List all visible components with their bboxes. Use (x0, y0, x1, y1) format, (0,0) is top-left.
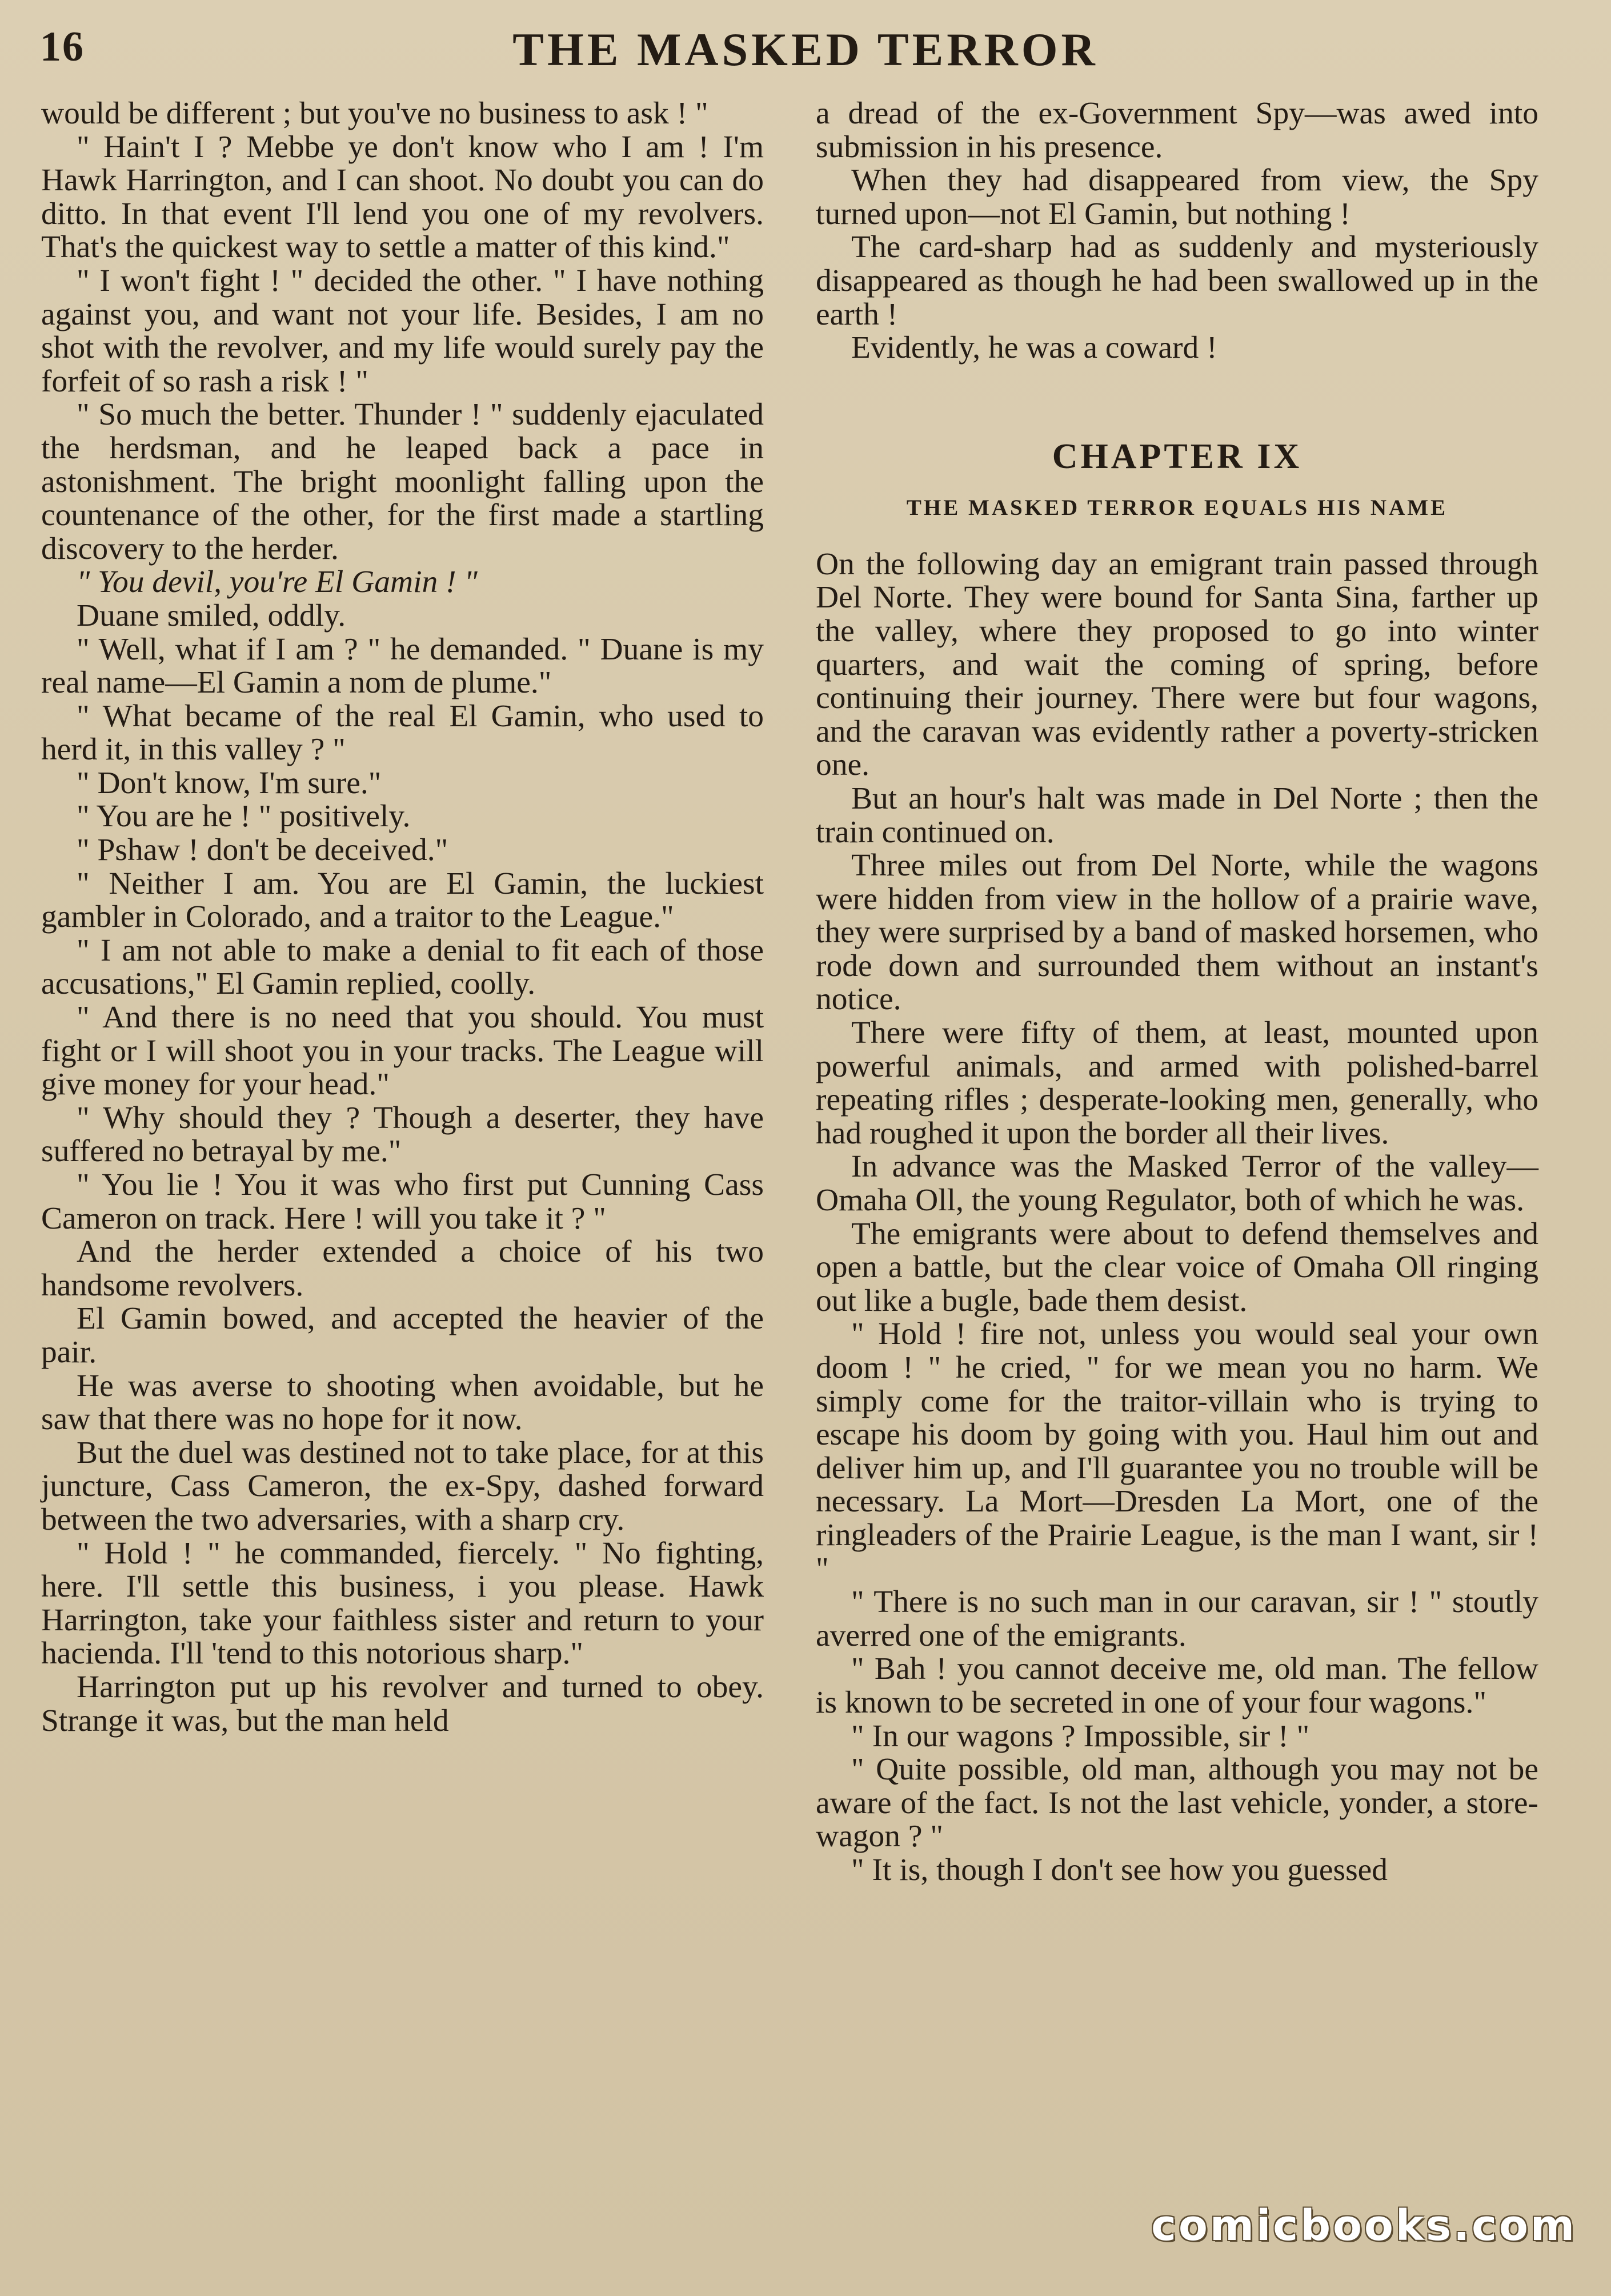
paragraph: " It is, though I don't see how you guessed (851, 1852, 1388, 1887)
chapter-subtitle: THE MASKED TERROR EQUALS HIS NAME (906, 495, 1448, 520)
paragraph: would be different ; but you've no business to ask ! " (41, 96, 708, 131)
paragraph: He was averse to shooting when avoidable, but he saw that there was no hope for it now. (41, 1368, 764, 1437)
right-text-column (816, 97, 1538, 1887)
paragraph: There were fifty of them, at least, mounted upon powerful animals, and armed with polished-barrel repeating rifles ; desperate-looking men, generally, who had roughed it upon the border all their lives. (816, 1015, 1538, 1151)
paragraph: Harrington put up his revolver and turned to obey. Strange it was, but the man held (41, 1669, 764, 1738)
paragraph: Evidently, he was a coward ! (851, 330, 1217, 366)
paragraph: " You lie ! You it was who first put Cunning Cass Cameron on track. Here ! will you take it ? " (41, 1167, 764, 1236)
paragraph: a dread of the ex-Government Spy—was awed into submission in his presence. (816, 96, 1538, 165)
paragraph: " Pshaw ! don't be deceived." (77, 833, 448, 868)
paragraph: On the following day an emigrant train passed through Del Norte. They were bound for Santa Sina, farther up the valley, where they proposed to go into winter quarters, and wait the coming of spring, before continuing their journey. There were but four wagons, and the caravan was evidently rather a poverty-stricken one. (816, 546, 1538, 783)
page-number: 16 (40, 23, 85, 70)
left-text-column (41, 97, 764, 1738)
paragraph: " Hold ! " he commanded, fiercely. " No fighting, here. I'll settle this business, i you please. Hawk Harrington, take your faithless sister and return to your hacienda. I'll 'tend to this notorious sharp." (41, 1535, 764, 1671)
paragraph: " You devil, you're El Gamin ! " (77, 565, 478, 600)
book-title: THE MASKED TERROR (512, 23, 1099, 75)
spacer (816, 531, 1538, 548)
paragraph: " There is no such man in our caravan, sir ! " stoutly averred one of the emigrants. (816, 1585, 1538, 1653)
running-head (34, 23, 1577, 80)
paragraph: " Don't know, I'm sure." (77, 765, 382, 801)
paragraph: " And there is no need that you should. You must fight or I will shoot you in your tracks. The League will give money for your head." (41, 1000, 764, 1102)
chapter-heading: CHAPTER IX (1052, 437, 1303, 476)
site-watermark: comicbooks.com (1151, 2201, 1577, 2250)
paragraph: " I won't fight ! " decided the other. " I have nothing against you, and want not your life. Besides, I am no shot with the revolver, and my life would surely pay the forfeit of so rash a risk ! " (41, 263, 764, 399)
paragraph: El Gamin bowed, and accepted the heavier of the pair. (41, 1301, 764, 1370)
paragraph: " Hain't I ? Mebbe ye don't know who I am ! I'm Hawk Harrington, and I can shoot. No doubt you can do ditto. In that event I'll lend you one of my revolvers. That's the quickest way to settle a matter of this kind." (41, 129, 764, 265)
paragraph: " Neither I am. You are El Gamin, the luckiest gambler in Colorado, and a traitor to the League." (41, 866, 764, 935)
paragraph: But an hour's halt was made in Del Norte ; then the train continued on. (816, 781, 1538, 850)
paragraph: In advance was the Masked Terror of the valley—Omaha Oll, the young Regulator, both of which he was. (816, 1149, 1538, 1218)
paragraph: " Hold ! fire not, unless you would seal your own doom ! " he cried, " for we mean you no harm. We simply come for the traitor-villain who is trying to escape his doom by going with you. Haul him out and deliver him up, and I'll guarantee you no trouble will be necessary. La Mort—Dresden La Mort, one of the ringleaders of the Prairie League, is the man I want, sir ! " (816, 1317, 1538, 1586)
paragraph: Duane smiled, oddly. (77, 598, 346, 633)
paragraph: The emigrants were about to defend themselves and open a battle, but the clear voice of Omaha Oll ringing out like a bugle, bade them desist. (816, 1216, 1538, 1318)
paragraph: " Why should they ? Though a deserter, they have suffered no betrayal by me." (41, 1100, 764, 1169)
paragraph: The card-sharp had as suddenly and mysteriously disappeared as though he had been swallowed up in the earth ! (816, 230, 1538, 332)
paragraph: " Bah ! you cannot deceive me, old man. The fellow is known to be secreted in one of your four wagons." (816, 1651, 1538, 1720)
paragraph: " What became of the real El Gamin, who used to herd it, in this valley ? " (41, 698, 764, 767)
paragraph: " Quite possible, old man, although you may not be aware of the fact. Is not the last vehicle, yonder, a store-wagon ? " (816, 1752, 1538, 1854)
paragraph: Three miles out from Del Norte, while the wagons were hidden from view in the hollow of a prairie wave, they were surprised by a band of masked horsemen, who rode down and surrounded them without an instant's notice. (816, 848, 1538, 1017)
paragraph: " You are he ! " positively. (77, 799, 411, 834)
paragraph: " I am not able to make a denial to fit each of those accusations," El Gamin replied, coolly. (41, 933, 764, 1002)
paragraph: " Well, what if I am ? " he demanded. " Duane is my real name—El Gamin a nom de plume." (41, 631, 764, 701)
spacer (816, 365, 1538, 428)
paragraph: When they had disappeared from view, the Spy turned upon—not El Gamin, but nothing ! (816, 163, 1538, 231)
paragraph: And the herder extended a choice of his two handsome revolvers. (41, 1234, 764, 1303)
paragraph: But the duel was destined not to take place, for at this juncture, Cass Cameron, the ex-Spy, dashed forward between the two adversaries, with a sharp cry. (41, 1435, 764, 1537)
paragraph: " In our wagons ? Impossible, sir ! " (851, 1718, 1310, 1754)
paragraph: " So much the better. Thunder ! " suddenly ejaculated the herdsman, and he leaped back a pace in astonishment. The bright moonlight falling upon the countenance of the other, for the first made a startling discovery to the herder. (41, 397, 764, 566)
